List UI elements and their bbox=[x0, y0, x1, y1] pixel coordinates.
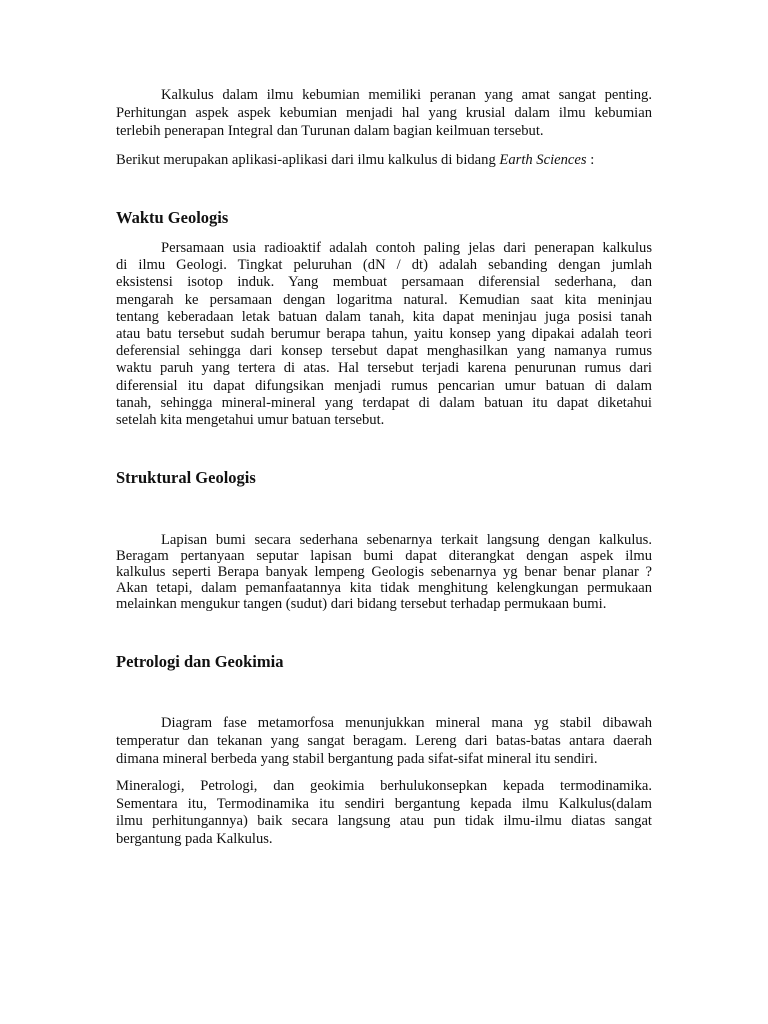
text-line: mengarah ke persamaan dengan logaritma natural. Kemudian saat kita meninjau bbox=[116, 291, 652, 308]
text-line: Akan tetapi, dalam pemanfaatannya kita tidak menghitung kelengkungan permukaan bbox=[116, 579, 652, 596]
text-line: bergantung pada Kalkulus. bbox=[116, 831, 273, 848]
text-line: Diagram fase metamorfosa menunjukkan mineral mana yg stabil dibawah bbox=[161, 715, 652, 731]
text-line: atau batu tersebut sudah berumur berapa tahun, yaitu konsep yang dipakai adalah teori bbox=[116, 326, 652, 343]
text-line: di ilmu Geologi. Tingkat peluruhan (dN / dt) adalah sebanding dengan jumlah bbox=[116, 257, 652, 274]
section-heading-petrologi-geokimia: Petrologi dan Geokimia bbox=[116, 652, 284, 671]
section-paragraph bbox=[116, 714, 652, 768]
earth-sciences-term: Earth Sciences bbox=[499, 152, 587, 168]
section-paragraph bbox=[116, 778, 652, 849]
text-line: temperatur dan tekanan yang sangat beragam. Lereng dari batas-batas antara daerah bbox=[116, 733, 652, 749]
intro-paragraph bbox=[116, 86, 652, 140]
text-line: Perhitungan aspek aspek kebumian menjadi hal yang krusial dalam ilmu kebumian bbox=[116, 105, 652, 121]
intro-paragraph-2 bbox=[116, 151, 652, 169]
text-line: terlebih penerapan Integral dan Turunan dalam bagian keilmuan tersebut. bbox=[116, 123, 544, 139]
intro-text: Berikut merupakan aplikasi-aplikasi dari ilmu kalkulus di bidang bbox=[116, 152, 500, 168]
section-heading-waktu-geologis: Waktu Geologis bbox=[116, 208, 229, 227]
text-line: setelah kita mengetahui umur batuan tersebut. bbox=[116, 412, 385, 429]
text-line: melainkan mengukur tangen (sudut) dari bidang tersebut terhadap permukaan bumi. bbox=[116, 595, 607, 612]
text-line: Persamaan usia radioaktif adalah contoh paling jelas dari penerapan kalkulus bbox=[161, 240, 652, 256]
text-line: waktu paruh yang tertera di atas. Hal tersebut terjadi karena penurunan rumus dari bbox=[116, 360, 652, 377]
text-line: Mineralogi, Petrologi, dan geokimia berhulukonsepkan kepada termodinamika. bbox=[116, 778, 652, 794]
text-line: Kalkulus dalam ilmu kebumian memiliki peranan yang amat sangat penting. bbox=[161, 87, 652, 103]
text-line: Sementara itu, Termodinamika itu sendiri bergantung kepada ilmu Kalkulus(dalam bbox=[116, 795, 652, 812]
intro-colon: : bbox=[586, 152, 595, 168]
text-line: tentang keberadaan letak batuan dalam tanah, kita dapat meninjau juga posisi tanah bbox=[116, 308, 652, 325]
text-line: kalkulus seperti Berapa banyak lempeng Geologis sebenarnya yg benar benar planar ? bbox=[116, 563, 652, 580]
text-line: deferensial sehingga dari konsep tersebut dapat menghasilkan yang namanya rumus bbox=[116, 343, 652, 360]
text-line: dimana mineral berbeda yang stabil bergantung pada sifat-sifat mineral itu sendiri. bbox=[116, 751, 598, 767]
text-line: eksistensi isotop induk. Yang membuat persamaan diferensial sederhana, dan bbox=[116, 274, 652, 291]
section-heading-struktural-geologis: Struktural Geologis bbox=[116, 468, 256, 487]
text-line: Lapisan bumi secara sederhana sebenarnya terkait langsung dengan kalkulus. bbox=[161, 532, 652, 548]
text-line: ilmu perhitungannya) baik secara langsung atau pun tidak ilmu-ilmu diatas sangat bbox=[116, 813, 652, 830]
text-line: Beragam pertanyaan seputar lapisan bumi dapat diterangkat dengan aspek ilmu bbox=[116, 547, 652, 564]
section-paragraph bbox=[116, 240, 652, 429]
section-paragraph bbox=[116, 533, 652, 613]
text-line: tanah, sehingga mineral-mineral yang terdapat di dalam batuan itu dapat diketahui bbox=[116, 394, 652, 411]
text-line: diferensial itu dapat difungsikan menjadi rumus pencarian umur batuan di dalam bbox=[116, 377, 652, 394]
